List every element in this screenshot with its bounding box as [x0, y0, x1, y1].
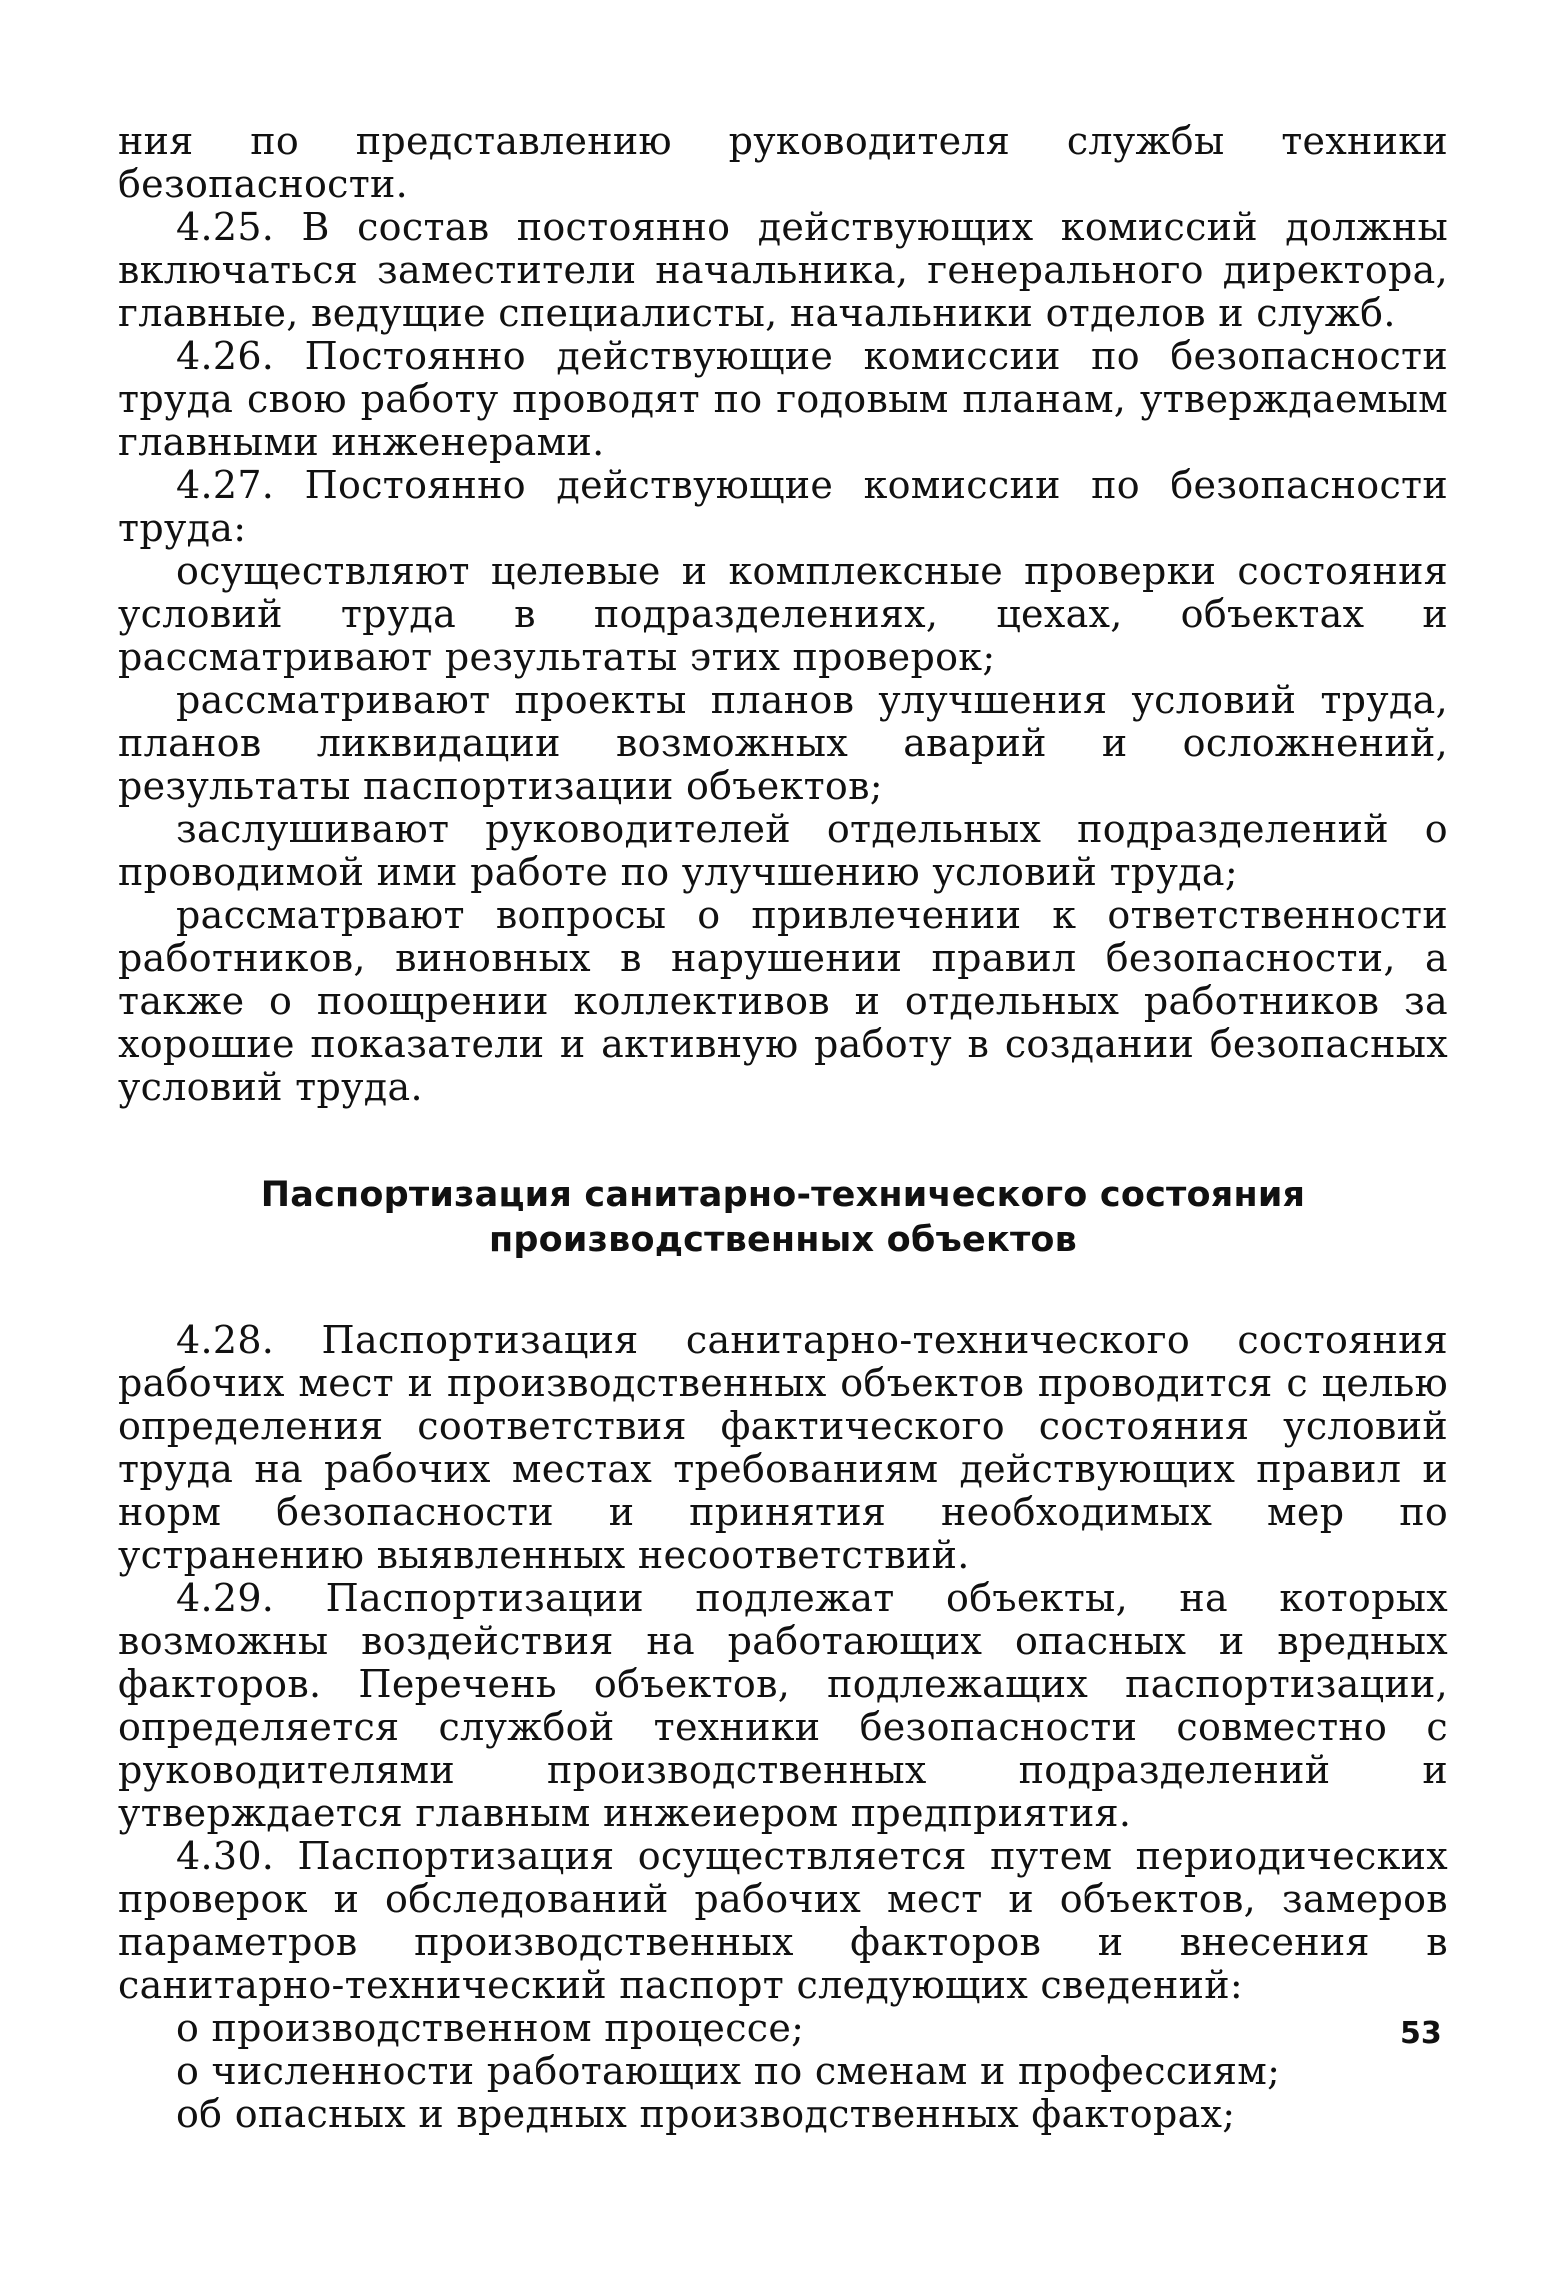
paragraph-4-30: 4.30. Паспортизация осуществляется путем периодических проверок и обследований рабочих мест и объектов, замеров параметров производственных факторов и внесения в санитарно-технический паспорт следующих сведений:: [118, 1834, 1448, 2007]
section-heading-line-2: производственных объектов: [488, 1220, 1078, 1260]
list-item-inspections: осуществляют целевые и комплексные проверки состояния условий труда в подразделениях, цехах, объектах и рассматривают результаты этих проверок;: [118, 549, 1448, 679]
list-item-factors: об опасных и вредных производственных факторах;: [176, 2092, 1236, 2136]
paragraph-4-28: 4.28. Паспортизация санитарно-технического состояния рабочих мест и производственных объектов проводится с целью определения соответствия фактического состояния условий труда на рабочих местах требованиям действующих правил и норм безопасности и принятия необходимых мер по устранению выявленных несоответствий.: [118, 1318, 1448, 1577]
document-page: [118, 120, 1448, 2136]
list-item-plans: рассматривают проекты планов улучшения условий труда, планов ликвидации возможных аварий и осложнений, результаты паспортизации объектов;: [118, 678, 1448, 808]
paragraph-continuation: ния по представлению руководителя службы техники безопасности.: [118, 119, 1448, 206]
list-item-process: о производственном процессе;: [176, 2006, 805, 2050]
list-item-hearings: заслушивают руководителей отдельных подразделений о проводимой ими работе по улучшению условий труда;: [118, 807, 1448, 894]
paragraph-4-27: 4.27. Постоянно действующие комиссии по безопасности труда:: [118, 463, 1448, 550]
section-heading: [118, 1173, 1448, 1263]
list-item-responsibility: рассматрвают вопросы о привлечении к ответственности работников, виновных в нарушении правил безопасности, а также о поощрении коллективов и отдельных работников за хорошие показатели и активную работу в создании безопасных условий труда.: [118, 893, 1448, 1109]
list-item-workers: о численности работающих по сменам и профессиям;: [176, 2049, 1281, 2093]
paragraph-4-29: 4.29. Паспортизации подлежат объекты, на которых возможны воздействия на работающих опасных и вредных факторов. Перечень объектов, подлежащих паспортизации, определяется службой техники безопасности совместно с руководителями производственных подразделений и утверждается главным инжеиером предприятия.: [118, 1576, 1448, 1835]
paragraph-4-26: 4.26. Постоянно действующие комиссии по безопасности труда свою работу проводят по годовым планам, утверждаемым главными инженерами.: [118, 334, 1448, 464]
section-heading-line-1: Паспортизация санитарно-технического состояния: [260, 1175, 1306, 1215]
paragraph-4-25: 4.25. В состав постоянно действующих комиссий должны включаться заместители начальника, генерального директора, главные, ведущие специалисты, начальники отделов и служб.: [118, 205, 1448, 335]
page-number: 53: [1400, 2016, 1442, 2051]
